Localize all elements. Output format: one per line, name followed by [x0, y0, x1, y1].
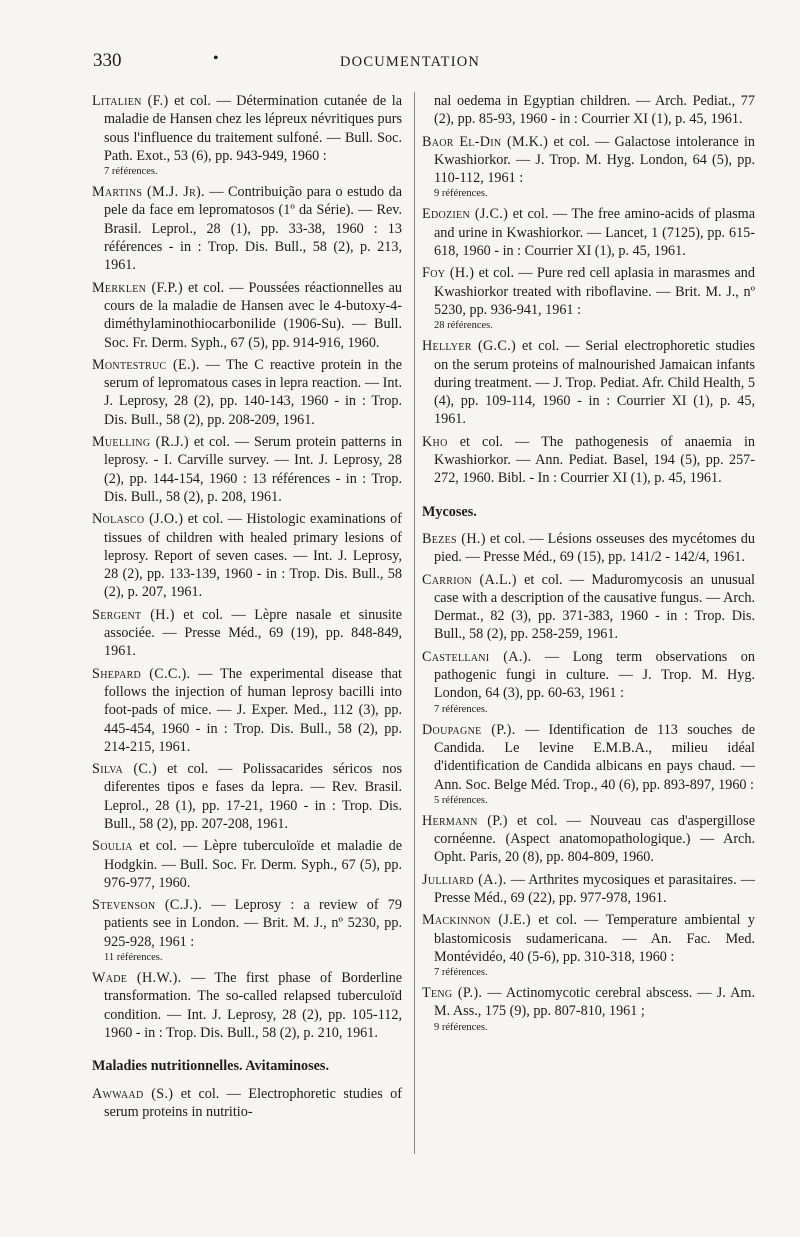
- entry-author: Montestruc (E.).: [92, 356, 200, 373]
- entry-text: et col. — Lèpre tuberculoïde et maladie de Hodgkin. — Bull. Soc. Fr. Derm. Syph., 67 (5), pp. 976-977, 1960.: [104, 838, 402, 891]
- entry-text: et col. — Lèpre nasale et sinusite associée. — Presse Méd., 69 (19), pp. 848-849, 1961.: [104, 606, 402, 660]
- entry-text: — Arthrites mycosiques et parasitaires. — Presse Méd., 69 (22), pp. 977-978, 1961.: [434, 871, 755, 906]
- bibliography-entry: [422, 871, 755, 908]
- entry-author: Merklen (F.P.): [92, 279, 183, 296]
- bibliography-entry: [422, 648, 755, 717]
- bibliography-entry: [92, 896, 402, 965]
- entry-author: Awwaad (S.): [92, 1085, 174, 1102]
- entry-references: 7 références.: [434, 703, 488, 715]
- bibliography-entry: [92, 760, 402, 833]
- running-title: DOCUMENTATION: [340, 54, 481, 70]
- bibliography-entry: [92, 1085, 402, 1122]
- section-heading-nutrition: Maladies nutritionnelles. Avitaminoses.: [92, 1058, 329, 1075]
- entry-text: et col. — Serum protein patterns in leprosy. - I. Carville survey. — Int. J. Leprosy, 28 (2), pp. 144-154, 1960 : 13 références - in : Trop. Dis. Bull., 58 (2), p. 208, 1961.: [104, 434, 402, 505]
- entry-references: 9 références.: [434, 1021, 488, 1033]
- entry-text: — Leprosy : a review of 79 patients see in London. — Brit. M. J., nº 5230, pp. 925-928, 1961 :: [104, 897, 402, 950]
- entry-author: Castellani (A.).: [422, 648, 532, 665]
- left-column: [92, 92, 402, 1125]
- mycoses-entries: [422, 530, 755, 1035]
- entry-author: Litalien (F.): [92, 93, 169, 109]
- entry-text: et col. — Maduromycosis an unusual case with a description of the causative fungus. — Arch. Dermat., 82 (3), pp. 371-383, 1960 - in : Trop. Dis. Bull., 58 (2), pp. 258-259, 1961.: [434, 571, 755, 643]
- entry-text: — Long term observations on pathogenic fungi in culture. — J. Trop. M. Hyg. London, 64 (3), pp. 60-63, 1961 :: [434, 648, 755, 702]
- entry-author: Julliard (A.).: [422, 871, 507, 888]
- column-divider: [414, 92, 415, 1154]
- entry-text: et col. — Pure red cell aplasia in marasmes and Kwashiorkor treated with riboflavine. — Brit. M. J., nº 5230, pp. 936-941, 1961 :: [434, 265, 755, 318]
- entry-text: et col. — Electrophoretic studies of serum proteins in nutritio-: [104, 1085, 403, 1120]
- entry-author: Silva (C.): [92, 761, 158, 778]
- bibliography-entry: [422, 571, 755, 644]
- entry-author: Hermann (P.): [422, 812, 508, 829]
- bibliography-entry: [422, 133, 755, 202]
- bibliography-entry: [422, 721, 755, 808]
- entry-author: Martins (M.J. Jr).: [92, 184, 205, 201]
- entry-text: et col. — Polissacarides séricos nos diferentes tipos e fases da lepra. — Rev. Brasil. Leprol., 28 (1), pp. 17-21, 1960 - in : Trop. Dis. Bull., 58 (2), pp. 207-208, 1961.: [104, 761, 403, 832]
- entry-author: Kho: [422, 433, 448, 450]
- bibliography-entry: [92, 510, 402, 601]
- entry-references: 11 références.: [104, 952, 163, 964]
- entry-author: Nolasco (J.O.): [92, 511, 184, 528]
- entry-references: 28 références.: [434, 320, 493, 332]
- entry-author: Sergent (H.): [92, 606, 175, 623]
- bibliography-entry: [92, 837, 402, 892]
- entry-author: Soulia: [92, 838, 133, 855]
- entry-author: Wade (H.W.).: [92, 970, 182, 987]
- right-column: [422, 92, 755, 1039]
- entry-text: et col. — Nouveau cas d'aspergillose cornéenne. (Aspect anatomopathologique.) — Arch. Opht. Paris, 20 (8), pp. 804-809, 1960.: [434, 812, 756, 866]
- entry-author: Hellyer (G.C.): [422, 338, 517, 355]
- entry-text: et col. — The pathogenesis of anaemia in Kwashiorkor. — Ann. Pediat. Basel, 194 (5), pp. 257-272, 1960. Bibl. - In : Courrier XI (1), p. 45, 1961.: [434, 433, 755, 487]
- bibliography-entry: [92, 665, 402, 756]
- entry-references: 7 références.: [104, 166, 158, 178]
- section-heading-mycoses: Mycoses.: [422, 503, 477, 520]
- bibliography-entry: [92, 92, 402, 179]
- entry-text: et col. — Détermination cutanée de la maladie de Hansen chez les lépreux névritiques purs sous l'influence du traitement sulfoné. — Bull. Soc. Path. Exot., 53 (6), pp. 943-949, 1960 :: [104, 93, 402, 164]
- header-separator: •: [213, 50, 219, 67]
- entry-author: Mackinnon (J.E.): [422, 912, 531, 929]
- entry-author: Foy (H.): [422, 265, 475, 282]
- left-entries: [92, 92, 402, 1042]
- entry-text: et col. — Lésions osseuses des mycétomes du pied. — Presse Méd., 69 (15), pp. 141/2 - 142/4, 1961.: [434, 530, 755, 566]
- page-number: 330: [93, 50, 122, 71]
- entry-text: et col. — Serial electrophoretic studies on the serum proteins of malnourished Jamaican infants during treatment. — J. Trop. Pediat. Afr. Child Health, 5 (4), pp. 109-114, 1960 - in : Courrier XI (1), p. 45, 1961.: [434, 338, 755, 428]
- bibliography-entry: [422, 433, 755, 488]
- entry-author: Stevenson (C.J.).: [92, 897, 203, 914]
- entry-author: Baor El-Din (M.K.): [422, 133, 549, 150]
- right-entries: [422, 133, 755, 488]
- bibliography-entry: [422, 205, 755, 260]
- bibliography-entry: [92, 969, 402, 1042]
- bibliography-entry: [92, 356, 402, 429]
- entry-author: Teng (P.).: [422, 985, 483, 1002]
- bibliography-entry: [422, 984, 755, 1035]
- entry-text: et col. — Poussées réactionnelles au cours de la maladie de Hansen avec le 4-butoxy-4-diméthylaminothiocarbonilide (1906-Su). — Bull. Soc. Fr. Derm. Syph., 67 (5), pp. 914-916, 1960.: [104, 279, 402, 351]
- bibliography-entry: [422, 337, 755, 428]
- bibliography-entry: [422, 530, 755, 567]
- entry-text: et col. — Galactose intolerance in Kwashiorkor. — J. Trop. M. Hyg. London, 64 (5), pp. 110-112, 1961 :: [434, 133, 755, 187]
- bibliography-entry: [92, 183, 402, 274]
- page-header: [93, 50, 768, 74]
- entry-text: — The C reactive protein in the serum of lepromatous cases in lepra reaction. — Int. J. Leprosy, 28 (2), pp. 140-143, 1960 - in : Trop. Dis. Bull., 58 (2), pp. 208-209, 1961.: [104, 356, 402, 428]
- entry-text: et col. — The free amino-acids of plasma and urine in Kwashiorkor. — Lancet, 1 (7125), pp. 615-618, 1960 - in : Courrier XI (1), p. 45, 1961.: [434, 206, 755, 260]
- bibliography-entry: [422, 911, 755, 980]
- entry-author: Shepard (C.C.).: [92, 665, 191, 682]
- entry-text: — Contribuição para o estudo da pele da face em lepromatosos (1º da Série). — Rev. Brasil. Leprol., 28 (1), pp. 33-38, 1960 : 13 références - in : Trop. Dis. Bull., 58 (2), p. 213, 1961.: [104, 184, 402, 274]
- entry-continuation: nal oedema in Egyptian children. — Arch. Pediat., 77 (2), pp. 85-93, 1960 - in : Courrier XI (1), p. 45, 1961.: [434, 93, 755, 128]
- bibliography-entry: [422, 264, 755, 333]
- bibliography-entry: [92, 279, 402, 352]
- entry-text: — Actinomycotic cerebral abscess. — J. Am. M. Ass., 175 (9), pp. 807-810, 1961 ;: [434, 985, 755, 1020]
- entry-author: Carrion (A.L.): [422, 571, 517, 588]
- entry-references: 7 références.: [434, 967, 488, 979]
- bibliography-entry: [92, 606, 402, 661]
- entry-text: et col. — Histologic examinations of tissues of children with healed primary lesions of leprosy. Report of seven cases. — Int. J. Leprosy, 28 (2), pp. 133-139, 1960 - in : Trop. Dis. Bull., 58 (2), p. 207, 1961.: [104, 511, 403, 601]
- bibliography-entry: [422, 812, 755, 867]
- bibliography-entry: [92, 433, 402, 506]
- entry-text: et col. — Temperature ambiental y blastomicosis sudamericana. — An. Fac. Med. Montévidéo, 40 (5-6), pp. 310-318, 1960 :: [434, 912, 755, 965]
- entry-author: Doupagne (P.).: [422, 721, 516, 738]
- entry-references: 5 références.: [434, 794, 488, 806]
- entry-author: Edozien (J.C.): [422, 206, 509, 223]
- entry-text: — The experimental disease that follows the injection of human leprosy bacilli into foot-pads of mice. — J. Exper. Med., 112 (3), pp. 445-454, 1960 - in : Trop. Dis. Bull., 58 (2), pp. 214-215, 1961.: [104, 665, 402, 755]
- entry-author: Bezes (H.): [422, 530, 486, 547]
- entry-author: Muelling (R.J.): [92, 434, 189, 451]
- entry-text: — Identification de 113 souches de Candida. Le levine E.M.B.A., milieu idéal d'identification de Candida albicans en pays chaud. — Ann. Soc. Belge Méd. Trop., 40 (6), pp. 893-897, 1960 :: [434, 721, 755, 793]
- entry-text: — The first phase of Borderline transformation. The so-called relapsed tuberculoïd condition. — Int. J. Leprosy, 28 (2), pp. 105-112, 1960 - in : Trop. Dis. Bull., 58 (2), p. 210, 1961.: [104, 970, 402, 1041]
- entry-references: 9 références.: [434, 188, 488, 200]
